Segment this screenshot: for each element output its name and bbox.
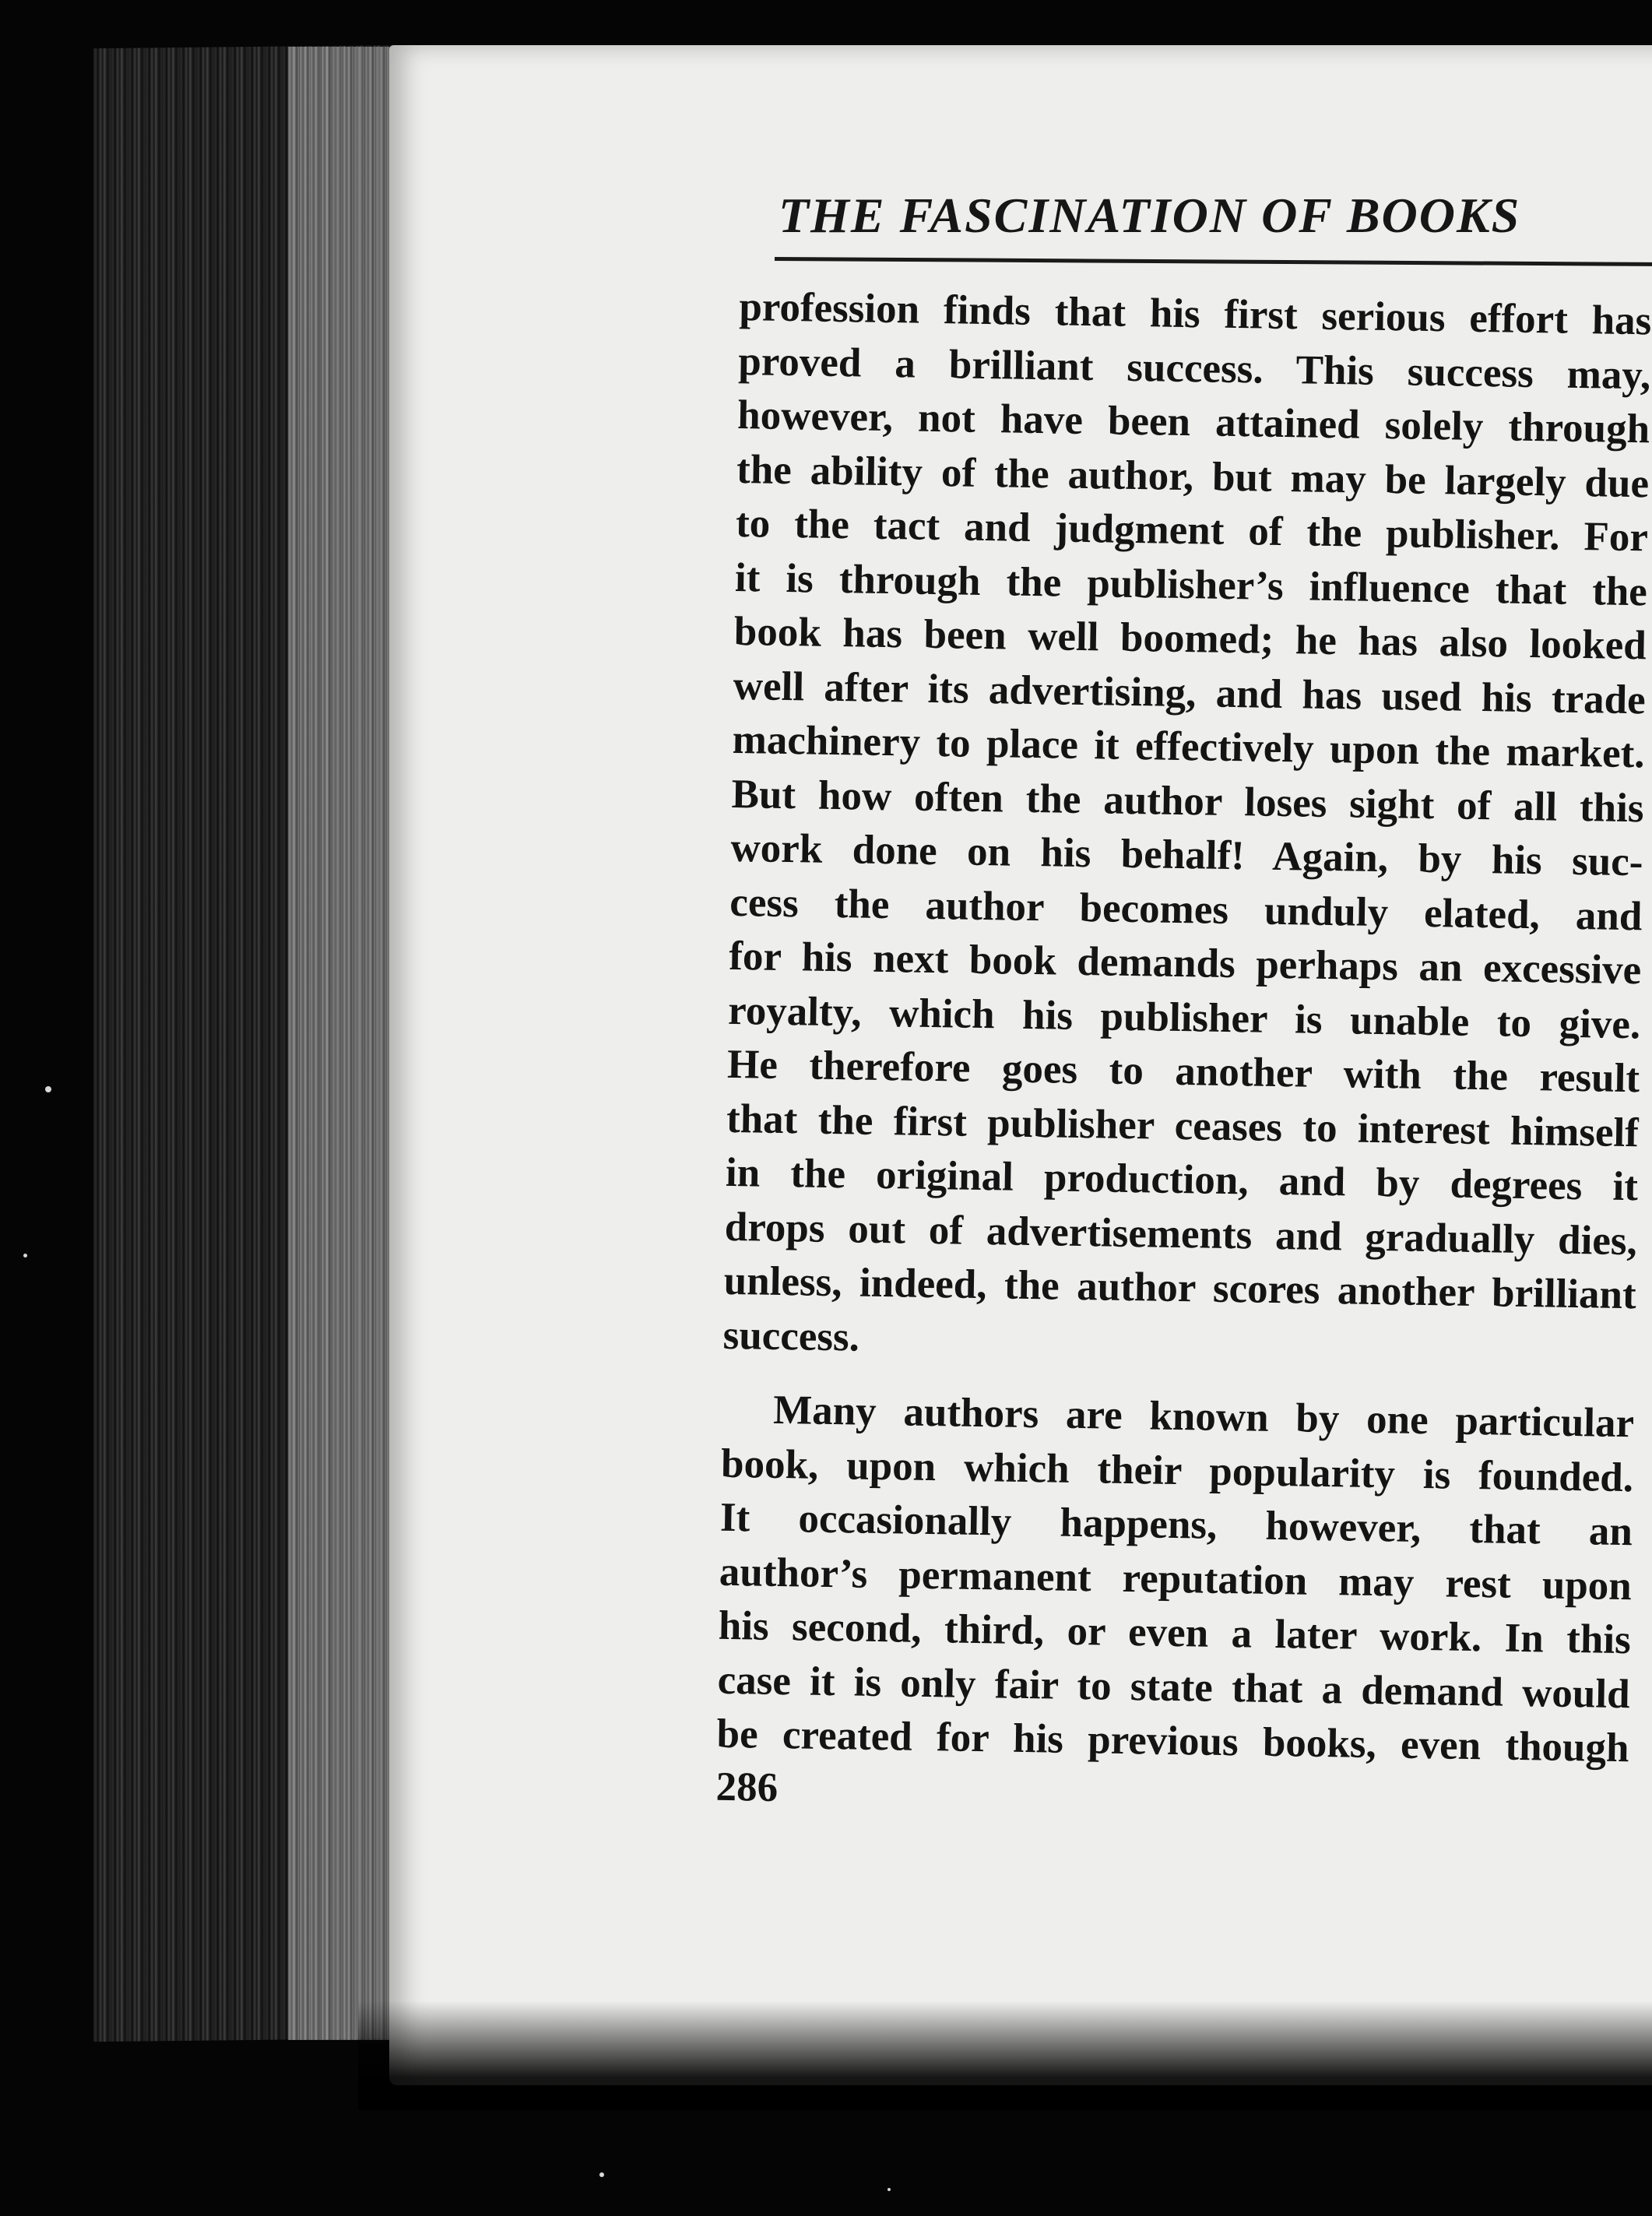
paragraph-container bbox=[716, 280, 1652, 1776]
text-line: to the tact and judgment of the publisher. For bbox=[735, 500, 1649, 561]
text-line: it is through the publisher’s influence that the bbox=[734, 554, 1648, 614]
text-line: in the original production, and by degrees it bbox=[725, 1149, 1639, 1210]
body-text bbox=[715, 280, 1652, 1828]
text-line: book, upon which their popularity is founded. bbox=[720, 1440, 1634, 1500]
text-line: author’s permanent reputation may rest upon bbox=[719, 1549, 1633, 1609]
text-line: however, not have been attained solely through bbox=[736, 392, 1650, 452]
text-line: book has been well boomed; he has also looked bbox=[733, 608, 1647, 669]
text-line: his second, third, or even a later work. In this bbox=[718, 1602, 1632, 1663]
text-line: be created for his previous books, even though bbox=[716, 1711, 1629, 1771]
paragraph bbox=[722, 280, 1652, 1377]
scan-speck bbox=[888, 2188, 891, 2191]
text-line: for his next book demands perhaps an excessive bbox=[728, 933, 1642, 994]
text-line: success. bbox=[722, 1312, 860, 1360]
text-line: unless, indeed, the author scores another brilliant bbox=[723, 1257, 1637, 1318]
text-line: proved a brilliant success. This success may, bbox=[737, 338, 1651, 398]
scan-speck bbox=[599, 2172, 604, 2177]
text-line: cess the author becomes unduly elated, and bbox=[729, 879, 1643, 939]
text-line: well after its advertising, and has used his trade bbox=[733, 663, 1647, 723]
scan-speck bbox=[23, 1254, 27, 1257]
text-line: But how often the author loses sight of all this bbox=[731, 771, 1644, 831]
text-line: Many authors are known by one particular bbox=[772, 1387, 1635, 1447]
text-line: work done on his behalf! Again, by his suc- bbox=[730, 825, 1643, 885]
running-head: THE FASCINATION OF BOOKS bbox=[779, 188, 1521, 243]
scan-speck bbox=[45, 1086, 51, 1092]
text-line: drops out of advertisements and gradually dies, bbox=[724, 1204, 1638, 1264]
page-number: 286 bbox=[715, 1764, 779, 1810]
text-line: He therefore goes to another with the result bbox=[726, 1041, 1640, 1102]
text-line: that the first publisher ceases to interest himself bbox=[726, 1096, 1640, 1155]
text-line: the ability of the author, but may be largely due bbox=[736, 446, 1650, 506]
text-line: royalty, which his publisher is unable to give. bbox=[727, 987, 1641, 1047]
text-line: It occasionally happens, however, that an bbox=[719, 1494, 1633, 1555]
book-page-edges-highlight bbox=[288, 47, 405, 2040]
text-line: machinery to place it effectively upon the market. bbox=[732, 716, 1646, 777]
text-line: profession finds that his first serious effort has bbox=[739, 283, 1652, 344]
paragraph bbox=[716, 1383, 1634, 1776]
page-bottom-shadow bbox=[358, 2001, 1652, 2110]
text-line: case it is only fair to state that a demand would bbox=[717, 1657, 1631, 1717]
